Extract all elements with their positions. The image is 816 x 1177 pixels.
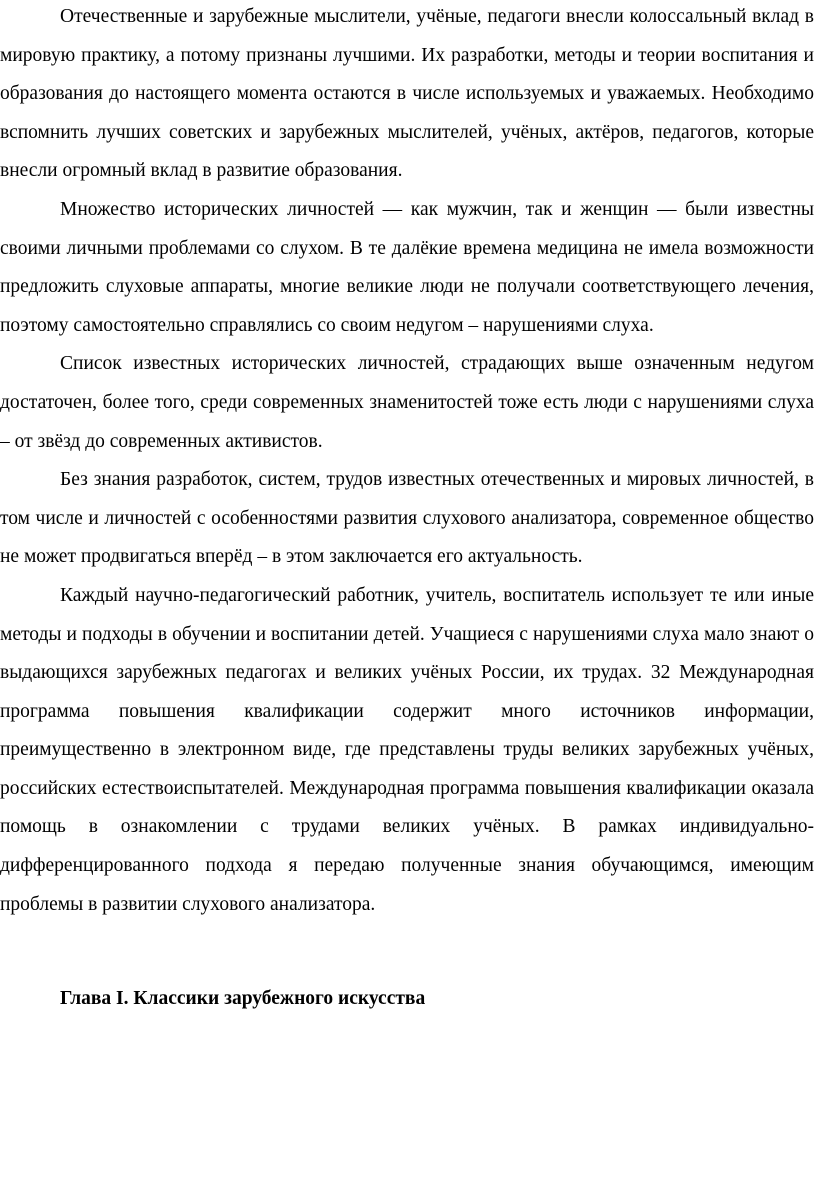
- chapter-heading: Глава I. Классики зарубежного искусства: [60, 988, 426, 1010]
- paragraph-4: Без знания разработок, систем, трудов известных отечественных и мировых личностей, в том числе и личностей с особенностями развития слухового анализатора, современное общество не может продвигаться вперёд – в этом заключается его актуальность.: [0, 469, 814, 568]
- paragraph-1: Отечественные и зарубежные мыслители, учёные, педагоги внесли колоссальный вклад в мировую практику, а потому признаны лучшими. Их разработки, методы и теории воспитания и образования до настоящего момента остаются в числе используемых и уважаемых. Необходимо вспомнить лучших советских и зарубежных мыслителей, учёных, актёров, педагогов, которые внесли огромный вклад в развитие образования.: [0, 6, 814, 182]
- paragraph-2: Множество исторических личностей — как мужчин, так и женщин — были известны своими личными проблемами со слухом. В те далёкие времена медицина не имела возможности предложить слуховые аппараты, многие великие люди не получали соответствующего лечения, поэтому самостоятельно справлялись со своим недугом – нарушениями слуха.: [0, 198, 814, 336]
- paragraph-5: Каждый научно-педагогический работник, учитель, воспитатель использует те или иные методы и подходы в обучении и воспитании детей. Учащиеся с нарушениями слуха мало знают о выдающихся зарубежных педагогах и великих учёных России, их трудах. 32 Международная программа повышения квалификации содержит много источников информации, преимущественно в электронном виде, где представлены труды великих зарубежных учёных, российских естествоиспытателей. Международная программа повышения квалификации оказала помощь в ознакомлении с трудами великих учёных. В рамках индивидуально-дифференцированного подхода я передаю полученные знания обучающимся, имеющим проблемы в развитии слухового анализатора.: [0, 584, 814, 915]
- paragraph-3: Список известных исторических личностей, страдающих выше означенным недугом достаточен, более того, среди современных знаменитостей тоже есть люди с нарушениями слуха – от звёзд до современных активистов.: [0, 353, 814, 452]
